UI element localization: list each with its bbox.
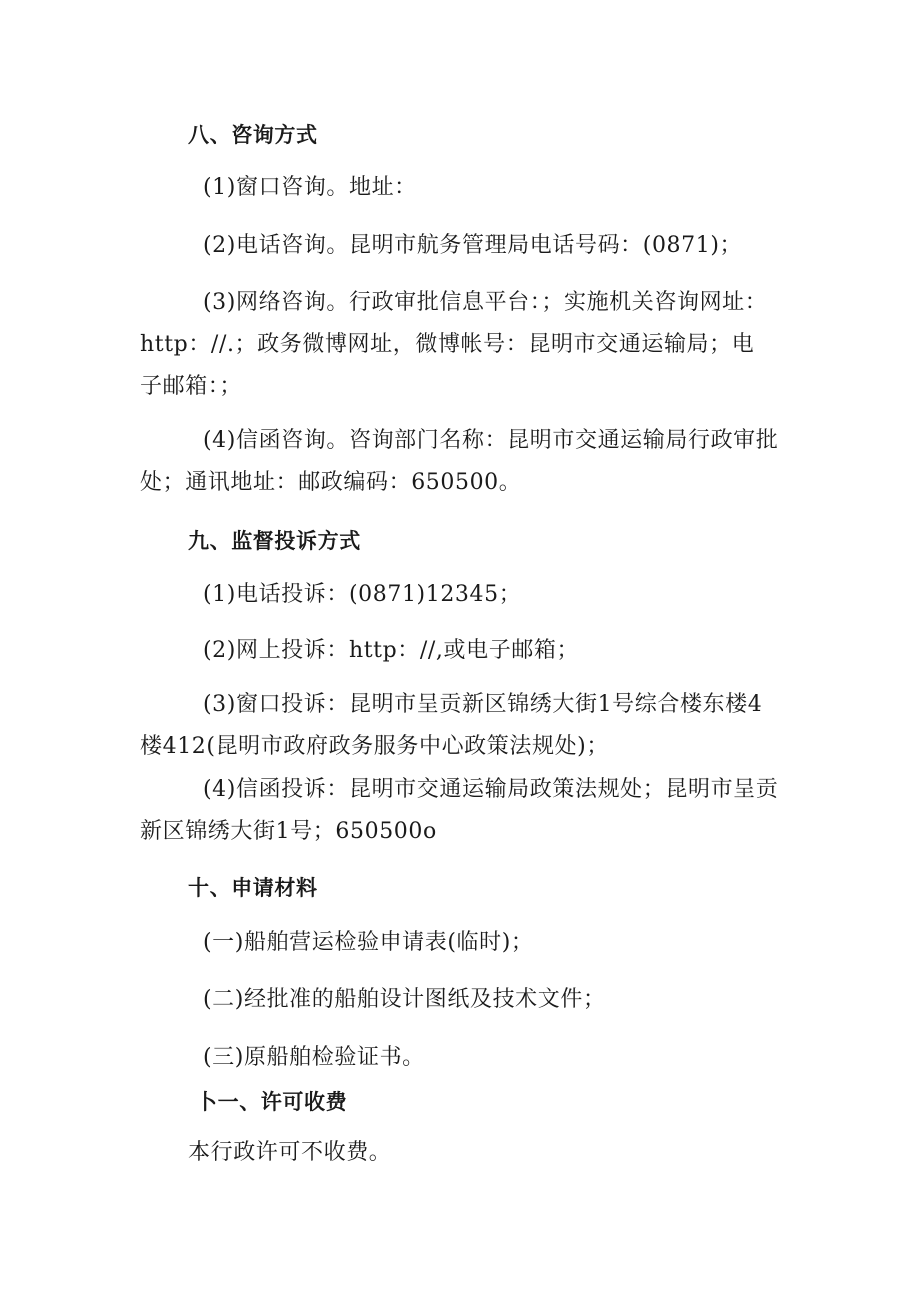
section-heading-fees: 卜一、许可收费 bbox=[196, 1090, 348, 1114]
section-heading-complaint: 九、监督投诉方式 bbox=[188, 529, 361, 553]
consult-item-phone: (2)电话咨询。昆明市航务管理局电话号码：(0871)； bbox=[203, 233, 743, 258]
consult-item-network-line2: http：//.；政务微博网址，微博帐号：昆明市交通运输局；电 bbox=[140, 332, 755, 357]
section-heading-consult: 八、咨询方式 bbox=[188, 123, 318, 147]
materials-item-original-certificate: (三)原船舶检验证书。 bbox=[203, 1045, 425, 1070]
complaint-item-window-line2: 楼412(昆明市政府政务服务中心政策法规处)； bbox=[140, 734, 609, 759]
consult-item-network-line3: 子邮箱：； bbox=[140, 374, 243, 399]
materials-item-application-form: (一)船舶营运检验申请表(临时)； bbox=[203, 930, 534, 955]
consult-item-letter-line2: 处；通讯地址：邮政编码：650500。 bbox=[140, 470, 522, 495]
consult-item-letter-line1: (4)信函咨询。咨询部门名称：昆明市交通运输局行政审批 bbox=[203, 428, 779, 453]
complaint-item-online: (2)网上投诉：http：//,或电子邮箱； bbox=[203, 638, 580, 663]
consult-item-window: (1)窗口咨询。地址： bbox=[203, 175, 417, 200]
complaint-item-letter-line1: (4)信函投诉：昆明市交通运输局政策法规处；昆明市呈贡 bbox=[203, 777, 779, 802]
fees-statement: 本行政许可不收费。 bbox=[188, 1140, 392, 1165]
section-heading-materials: 十、申请材料 bbox=[188, 876, 318, 900]
complaint-item-window-line1: (3)窗口投诉：昆明市呈贡新区锦绣大街1号综合楼东楼4 bbox=[203, 692, 763, 717]
complaint-item-phone: (1)电话投诉：(0871)12345； bbox=[203, 582, 522, 607]
consult-item-network-line1: (3)网络咨询。行政审批信息平台：；实施机关咨询网址： bbox=[203, 290, 768, 315]
materials-item-design-drawings: (二)经批准的船舶设计图纸及技术文件； bbox=[203, 987, 606, 1012]
complaint-item-letter-line2: 新区锦绣大街1号；650500o bbox=[140, 819, 437, 844]
